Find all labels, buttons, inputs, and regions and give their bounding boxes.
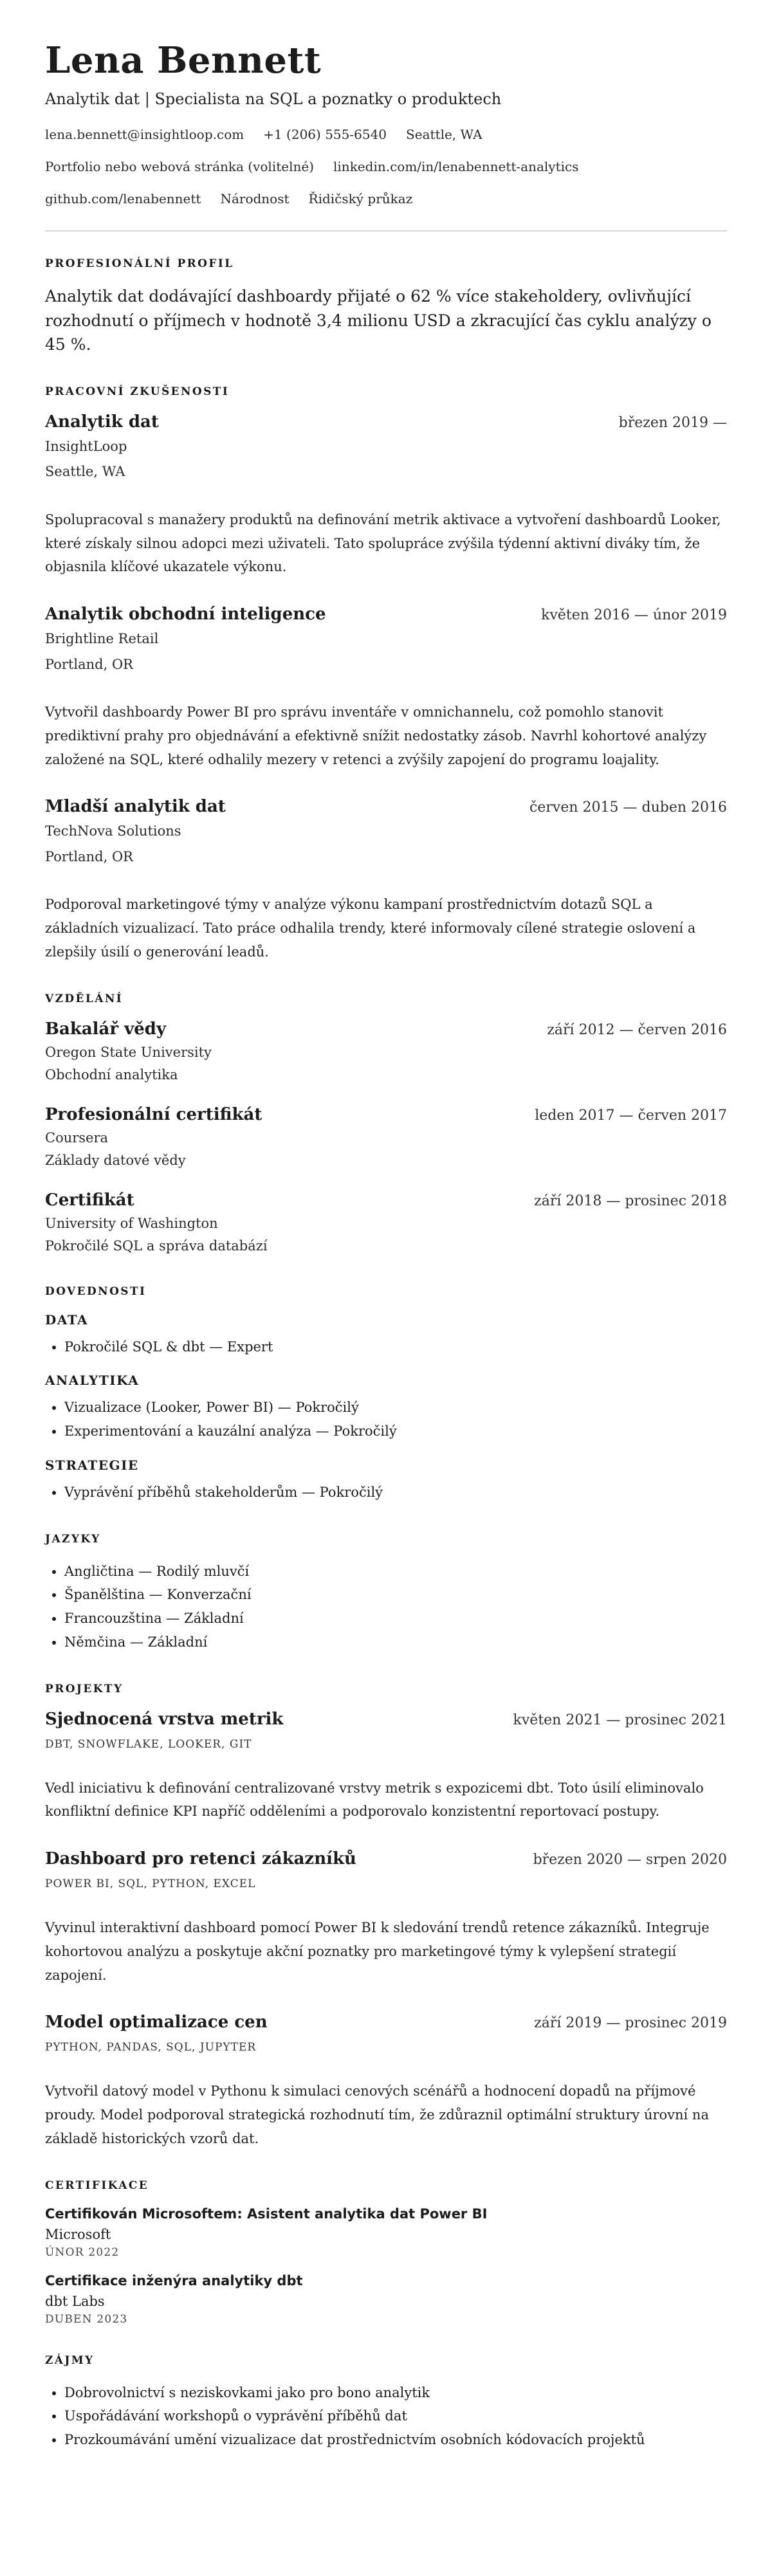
project-entry [45, 2013, 727, 2150]
company-name: Brightline Retail [45, 631, 159, 647]
school-name: University of Washington [45, 1215, 218, 1231]
section-title: PRACOVNÍ ZKUŠENOSTI [45, 385, 230, 398]
job-location: Seattle, WA [45, 464, 125, 480]
language-list [45, 1560, 727, 1654]
school-name: Coursera [45, 1129, 109, 1146]
projects-section [45, 1683, 727, 2151]
profile-summary: Analytik dat dodávající dashboardy přijaté o 62 % více stakeholdery, ovlivňující rozhodnutí o příjmech v hodnotě 3,4 milionu USD a zkracující čas cyklu analýzy o 45 %. [45, 287, 712, 354]
language-item: • Angličtina — Rodilý mluvčí [64, 1560, 727, 1584]
project-entry [45, 1849, 727, 1987]
skill-list [45, 1335, 727, 1359]
certification-entry [45, 2273, 727, 2326]
job-title: Analytik obchodní inteligence [45, 605, 326, 625]
github-link[interactable]: github.com/lenabennett [45, 191, 201, 207]
contact-row [45, 157, 727, 176]
interest-item: • Uspořádávání workshopů o vyprávění příběhů dat [64, 2404, 727, 2428]
skill-category-title: DATA [45, 1311, 89, 1328]
language-item: • Španělština — Konverzační [64, 1583, 727, 1607]
section-title: ZÁJMY [45, 2353, 95, 2367]
degree-title: Certifikát [45, 1190, 134, 1210]
skill-category-title: ANALYTIKA [45, 1373, 140, 1389]
skill-item: • Pokročilé SQL & dbt — Expert [64, 1335, 727, 1359]
job-location: Portland, OR [45, 656, 133, 672]
job-dates: červen 2015 — duben 2016 [529, 799, 727, 816]
contact-row [45, 189, 727, 208]
language-item: • Francouzština — Základní [64, 1607, 727, 1631]
section-title: JAZYKY [45, 1532, 101, 1546]
job-description: Vytvořil dashboardy Power BI pro správu inventáře v omnichannelu, což pomohlo stanovit prediktivní prahy pro objednávání a efektivně snížit nedostatky zásob. Navrhl kohortové analýzy založené na SQL, které odhalily mezery v retenci a zvýšily zapojení do programu loajality. [45, 704, 707, 767]
project-dates: březen 2020 — srpen 2020 [533, 1852, 727, 1868]
project-dates: květen 2021 — prosinec 2021 [513, 1712, 727, 1728]
project-description: Vyvinul interaktivní dashboard pomocí Power BI k sledování trendů retence zákazníků. Integruje kohortovou analýzu a poskytuje akční poznatky pro marketingové týmy k vylepšení strategií zapojení. [45, 1920, 710, 1983]
project-entry [45, 1710, 727, 1824]
experience-entry [45, 412, 727, 579]
job-dates: březen 2019 — [618, 414, 727, 431]
degree-title: Bakalář vědy [45, 1019, 167, 1039]
project-tags: DBT, SNOWFLAKE, LOOKER, GIT [45, 1737, 252, 1751]
experience-entry [45, 605, 727, 771]
company-name: InsightLoop [45, 438, 127, 454]
portfolio-link[interactable]: Portfolio nebo webová stránka (volitelné) [45, 159, 315, 175]
job-dates: květen 2016 — únor 2019 [541, 607, 727, 624]
job-description: Podporoval marketingové týmy v analýze výkonu kampaní prostřednictvím dotazů SQL a základních vizualizací. Tato práce odhalila trendy, které informovaly cílené strategie oslovení a zlepšily úsilí o generování leadů. [45, 897, 696, 960]
education-dates: leden 2017 — červen 2017 [535, 1107, 727, 1124]
nationality-text: Národnost [220, 191, 290, 207]
job-description: Spolupracoval s manažery produktů na definování metrik aktivace a vytvoření dashboardů Looker, které získaly silnou adopci mezi uživateli. Tato spolupráce zvýšila týdenní aktivní diváky tím, že objasnila klíčové ukazatele výkonu. [45, 511, 721, 575]
experience-section [45, 385, 727, 964]
certification-date: DUBEN 2023 [45, 2312, 128, 2326]
job-title: Analytik dat [45, 412, 159, 432]
section-title: CERTIFIKACE [45, 2179, 149, 2192]
header-divider [45, 230, 727, 232]
certification-issuer: Microsoft [45, 2226, 111, 2242]
education-entry [45, 1105, 727, 1171]
section-title: PROJEKTY [45, 1682, 124, 1695]
skill-item: • Vizualizace (Looker, Power BI) — Pokročilý [64, 1396, 727, 1420]
interest-list [45, 2381, 727, 2452]
field-of-study: Základy datové vědy [45, 1153, 186, 1169]
field-of-study: Obchodní analytika [45, 1067, 178, 1083]
location-text: Seattle, WA [406, 127, 482, 143]
skill-item: • Vyprávění příběhů stakeholderům — Pokročilý [64, 1481, 727, 1504]
certification-name: Certifikace inženýra analytiky dbt [45, 2272, 303, 2288]
language-item: • Němčina — Základní [64, 1631, 727, 1654]
project-name: Model optimalizace cen [45, 2013, 268, 2032]
project-description: Vedl iniciativu k definování centralizované vrstvy metrik s expozicemi dbt. Toto úsilí eliminovalo konfliktní definice KPI napříč odděleními a podporovalo konzistentní reportovací postupy. [45, 1780, 704, 1820]
certification-name: Certifikován Microsoftem: Asistent analytika dat Power BI [45, 2206, 488, 2222]
education-dates: září 2018 — prosinec 2018 [534, 1192, 727, 1209]
education-entry [45, 1019, 727, 1086]
languages-section [45, 1533, 727, 1654]
experience-entry [45, 797, 727, 964]
headline: Analytik dat | Specialista na SQL a poznatky o produktech [45, 90, 502, 109]
certifications-section [45, 2179, 727, 2326]
school-name: Oregon State University [45, 1044, 212, 1060]
certification-date: ÚNOR 2022 [45, 2245, 120, 2259]
interests-section [45, 2354, 727, 2452]
skills-section [45, 1285, 727, 1504]
certification-entry [45, 2206, 727, 2259]
skill-list [45, 1396, 727, 1443]
education-dates: září 2012 — červen 2016 [547, 1021, 727, 1038]
skill-list [45, 1481, 727, 1504]
skill-item: • Experimentování a kauzální analýza — Pokročilý [64, 1420, 727, 1443]
contact-row [45, 125, 727, 144]
project-description: Vytvořil datový model v Pythonu k simulaci cenových scénářů a hodnocení dopadů na příjmové proudy. Model podporoval strategická rozhodnutí tím, že zdůraznil optimální struktury úrovní na základě historických vzorů dat. [45, 2083, 709, 2146]
project-dates: září 2019 — prosinec 2019 [534, 2015, 727, 2032]
field-of-study: Pokročilé SQL a správa databází [45, 1238, 268, 1254]
project-tags: PYTHON, PANDAS, SQL, JUPYTER [45, 2041, 257, 2054]
skill-category-title: STRATEGIE [45, 1457, 139, 1473]
company-name: TechNova Solutions [45, 823, 181, 839]
interest-item: • Dobrovolnictví s neziskovkami jako pro bono analytik [64, 2381, 727, 2405]
driving-license-text: Řidičský průkaz [308, 191, 413, 207]
email-link[interactable]: lena.bennett@insightloop.com [45, 127, 244, 143]
education-section [45, 992, 727, 1257]
section-title: VZDĚLÁNÍ [45, 992, 124, 1005]
section-title: PROFESIONÁLNÍ PROFIL [45, 257, 234, 271]
phone-text: +1 (206) 555-6540 [263, 127, 387, 143]
section-title: DOVEDNOSTI [45, 1284, 147, 1298]
profile-section [45, 257, 727, 357]
interest-item: • Prozkoumávání umění vizualizace dat prostřednictvím osobních kódovacích projektů [64, 2428, 727, 2452]
linkedin-link[interactable]: linkedin.com/in/lenabennett-analytics [333, 159, 579, 175]
certification-issuer: dbt Labs [45, 2293, 105, 2309]
project-name: Sjednocená vrstva metrik [45, 1709, 284, 1729]
job-title: Mladší analytik dat [45, 797, 226, 817]
degree-title: Profesionální certifikát [45, 1104, 262, 1124]
project-name: Dashboard pro retenci zákazníků [45, 1849, 356, 1869]
resume-header [45, 40, 727, 208]
education-entry [45, 1191, 727, 1257]
job-location: Portland, OR [45, 848, 133, 864]
candidate-name: Lena Bennett [45, 39, 322, 82]
project-tags: POWER BI, SQL, PYTHON, EXCEL [45, 1877, 256, 1891]
